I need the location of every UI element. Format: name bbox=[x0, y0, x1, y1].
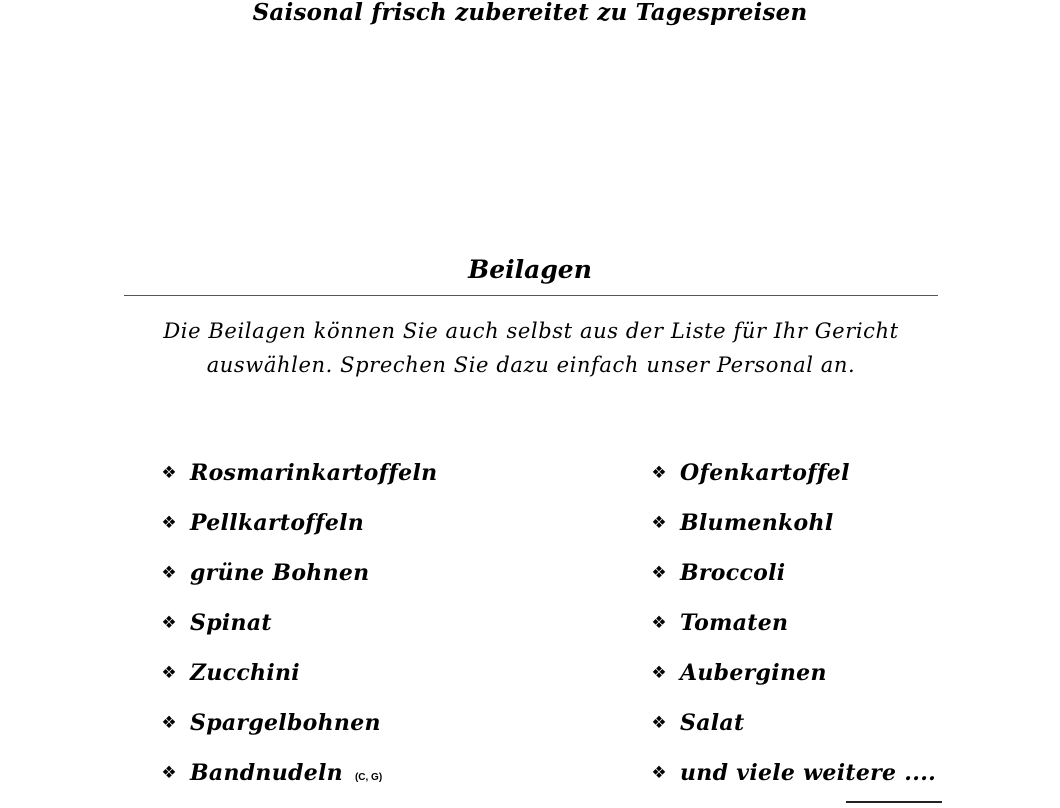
side-dish-label: Rosmarinkartoffeln bbox=[190, 460, 438, 486]
diamond-bullet-icon: ❖ bbox=[161, 462, 177, 483]
diamond-bullet-icon: ❖ bbox=[161, 762, 177, 783]
list-item bbox=[158, 498, 437, 548]
diamond-bullet-icon: ❖ bbox=[161, 712, 177, 733]
side-dish-label: und viele weitere .... bbox=[680, 760, 937, 786]
list-item bbox=[648, 448, 936, 498]
allergen-note: (C, G) bbox=[354, 771, 383, 783]
side-dish-label: Tomaten bbox=[680, 610, 789, 636]
diamond-bullet-icon: ❖ bbox=[651, 612, 667, 633]
diamond-bullet-icon: ❖ bbox=[651, 462, 667, 483]
sides-list-right bbox=[648, 448, 936, 798]
list-item bbox=[158, 598, 437, 648]
diamond-bullet-icon: ❖ bbox=[651, 712, 667, 733]
diamond-bullet-icon: ❖ bbox=[651, 562, 667, 583]
diamond-bullet-icon: ❖ bbox=[651, 512, 667, 533]
side-dish-label: Broccoli bbox=[680, 560, 786, 586]
side-dish-label: Salat bbox=[680, 710, 745, 736]
section-intro bbox=[124, 314, 938, 382]
section-title: Beilagen bbox=[468, 255, 592, 284]
next-section-heading-fragment bbox=[846, 801, 942, 803]
side-dish-label: Ofenkartoffel bbox=[680, 460, 850, 486]
list-item bbox=[648, 698, 936, 748]
list-item bbox=[158, 548, 437, 598]
list-item bbox=[648, 648, 936, 698]
page-subtitle: Saisonal frisch zubereitet zu Tagespreisen bbox=[252, 0, 808, 26]
diamond-bullet-icon: ❖ bbox=[651, 662, 667, 683]
side-dish-label: Auberginen bbox=[680, 660, 827, 686]
section-divider bbox=[124, 295, 938, 296]
side-dish-label: Pellkartoffeln bbox=[190, 510, 365, 536]
side-dish-label: Bandnudeln bbox=[190, 760, 343, 786]
side-dish-label: grüne Bohnen bbox=[190, 560, 370, 586]
list-item bbox=[158, 448, 437, 498]
list-item bbox=[158, 748, 437, 798]
list-item bbox=[648, 498, 936, 548]
list-item bbox=[158, 698, 437, 748]
diamond-bullet-icon: ❖ bbox=[161, 562, 177, 583]
side-dish-label: Blumenkohl bbox=[680, 510, 834, 536]
side-dish-label: Zucchini bbox=[190, 660, 300, 686]
diamond-bullet-icon: ❖ bbox=[161, 512, 177, 533]
diamond-bullet-icon: ❖ bbox=[161, 612, 177, 633]
intro-line: Die Beilagen können Sie auch selbst aus der Liste für Ihr Gericht bbox=[163, 319, 899, 343]
list-item bbox=[158, 648, 437, 698]
side-dish-label: Spargelbohnen bbox=[190, 710, 381, 736]
list-item bbox=[648, 548, 936, 598]
sides-list-left bbox=[158, 448, 437, 798]
diamond-bullet-icon: ❖ bbox=[161, 662, 177, 683]
list-item bbox=[648, 598, 936, 648]
intro-line: auswählen. Sprechen Sie dazu einfach unser Personal an. bbox=[206, 353, 856, 377]
list-item bbox=[648, 748, 936, 798]
diamond-bullet-icon: ❖ bbox=[651, 762, 667, 783]
side-dish-label: Spinat bbox=[190, 610, 272, 636]
